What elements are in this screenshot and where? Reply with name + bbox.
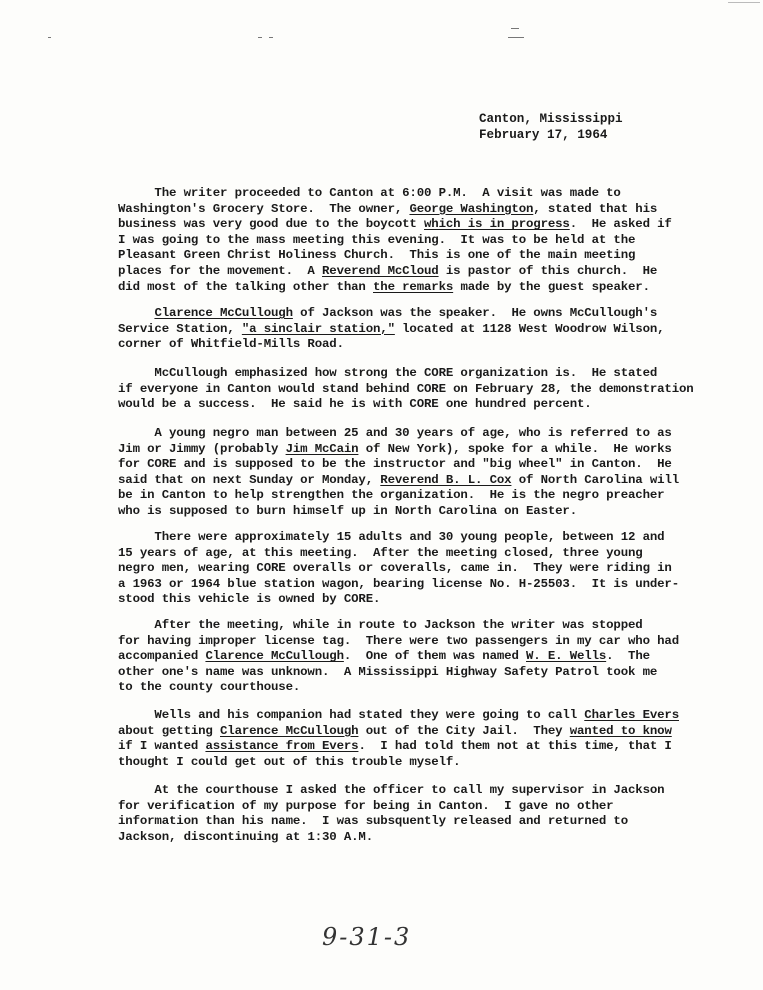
underlined-name: George Washington: [409, 201, 534, 216]
text-line: about getting: [118, 723, 220, 738]
text-line: who is supposed to burn himself up in North Carolina on Easter.: [118, 503, 577, 518]
text-line: negro men, wearing CORE overalls or coveralls, came in. They were riding in: [118, 561, 672, 576]
text-line: would be a success. He said he is with CORE one hundred percent.: [118, 397, 592, 412]
paragraph-8: [118, 783, 664, 845]
text-line: made by the guest speaker.: [453, 279, 650, 294]
underlined-name: Clarence McCullough: [205, 649, 344, 664]
text-line: did most of the talking other than: [118, 279, 373, 294]
paragraph-7: [118, 708, 679, 770]
text-line: Jackson, discontinuing at 1:30 A.M.: [118, 829, 373, 844]
text-line: a 1963 or 1964 blue station wagon, bearing license No. H-25503. It is under-: [118, 576, 679, 591]
text-line: if everyone in Canton would stand behind CORE on February 28, the demonstration: [118, 381, 694, 396]
text-line: be in Canton to help strengthen the organization. He is the negro preacher: [118, 488, 665, 503]
text-line: Jim or Jimmy (probably: [118, 441, 286, 456]
underlined-phrase: wanted to know: [569, 723, 672, 738]
date-line: February 17, 1964: [479, 128, 608, 142]
text-line: said that on next Sunday or Monday,: [118, 472, 381, 487]
text-line: . One of them was named: [343, 649, 527, 664]
text-line: Service Station,: [118, 321, 242, 336]
underlined-phrase: the remarks: [373, 279, 454, 294]
text-line: accompanied: [118, 649, 206, 664]
text-line: I was going to the mass meeting this evening. It was to be held at the: [118, 232, 636, 247]
location-line: Canton, Mississippi: [479, 112, 623, 126]
paragraph-2: [118, 306, 664, 353]
text-line: After the meeting, while in route to Jackson the writer was stopped: [118, 618, 643, 632]
text-line: There were approximately 15 adults and 30 young people, between 12 and: [118, 530, 665, 544]
underlined-name: Clarence McCullough: [220, 723, 359, 738]
text-line: of New York), spoke for a while. He works: [358, 441, 672, 456]
paragraph-3: [118, 366, 694, 413]
text-line: , stated that his: [533, 201, 658, 216]
underlined-name: Jim McCain: [285, 441, 359, 456]
text-line: out of the City Jail. They: [358, 723, 570, 738]
text-line: for CORE and is supposed to be the instructor and "big wheel" in Canton. He: [118, 457, 672, 472]
text-line: [118, 306, 154, 320]
text-line: to the county courthouse.: [118, 680, 301, 695]
underlined-name: W. E. Wells: [526, 649, 607, 664]
underlined-phrase: assistance from Evers: [205, 739, 359, 754]
underlined-phrase: "a sinclair station,": [241, 321, 395, 336]
text-line: Wells and his companion had stated they were going to call: [118, 708, 585, 722]
letter-header: [479, 111, 623, 143]
text-line: thought I could get out of this trouble myself.: [118, 754, 461, 769]
text-line: A young negro man between 25 and 30 years of age, who is referred to as: [118, 426, 672, 440]
paragraph-5: [118, 530, 679, 608]
text-line: The writer proceeded to Canton at 6:00 P.M. A visit was made to: [118, 186, 621, 200]
text-line: . He asked if: [569, 217, 672, 232]
text-line: located at 1128 West Woodrow Wilson,: [394, 321, 665, 336]
text-line: stood this vehicle is owned by CORE.: [118, 592, 381, 607]
text-line: information than his name. I was subsquently released and returned to: [118, 814, 628, 829]
underlined-name: Reverend B. L. Cox: [380, 472, 512, 487]
text-line: . I had told them not at this time, that I: [358, 739, 672, 754]
text-line: of North Carolina will: [511, 472, 680, 487]
underlined-name: Charles Evers: [584, 708, 679, 722]
text-line: business was very good due to the boycott: [118, 217, 424, 232]
text-line: other one's name was unknown. A Mississippi Highway Safety Patrol took me: [118, 664, 658, 679]
paragraph-1: [118, 186, 672, 295]
text-line: if I wanted: [118, 739, 206, 754]
underlined-name: Clarence McCullough: [154, 306, 293, 320]
text-line: McCullough emphasized how strong the CORE organization is. He stated: [118, 366, 658, 380]
underlined-phrase: which is in progress: [424, 217, 570, 232]
text-line: of Jackson was the speaker. He owns McCullough's: [292, 306, 658, 320]
text-line: places for the movement. A: [118, 263, 322, 278]
text-line: corner of Whitfield-Mills Road.: [118, 337, 344, 352]
text-line: Washington's Grocery Store. The owner,: [118, 201, 410, 216]
text-line: is pastor of this church. He: [438, 263, 658, 278]
text-line: for having improper license tag. There were two passengers in my car who had: [118, 633, 679, 648]
text-line: 15 years of age, at this meeting. After the meeting closed, three young: [118, 545, 643, 560]
text-line: for verification of my purpose for being in Canton. I gave no other: [118, 798, 614, 813]
text-line: Pleasant Green Christ Holiness Church. This is one of the main meeting: [118, 248, 636, 263]
underlined-name: Reverend McCloud: [322, 263, 439, 278]
handwritten-file-number: 9-31-3: [322, 923, 412, 951]
paragraph-4: [118, 426, 679, 520]
text-line: . The: [606, 649, 650, 664]
paragraph-6: [118, 618, 679, 696]
text-line: At the courthouse I asked the officer to call my supervisor in Jackson: [118, 783, 665, 797]
